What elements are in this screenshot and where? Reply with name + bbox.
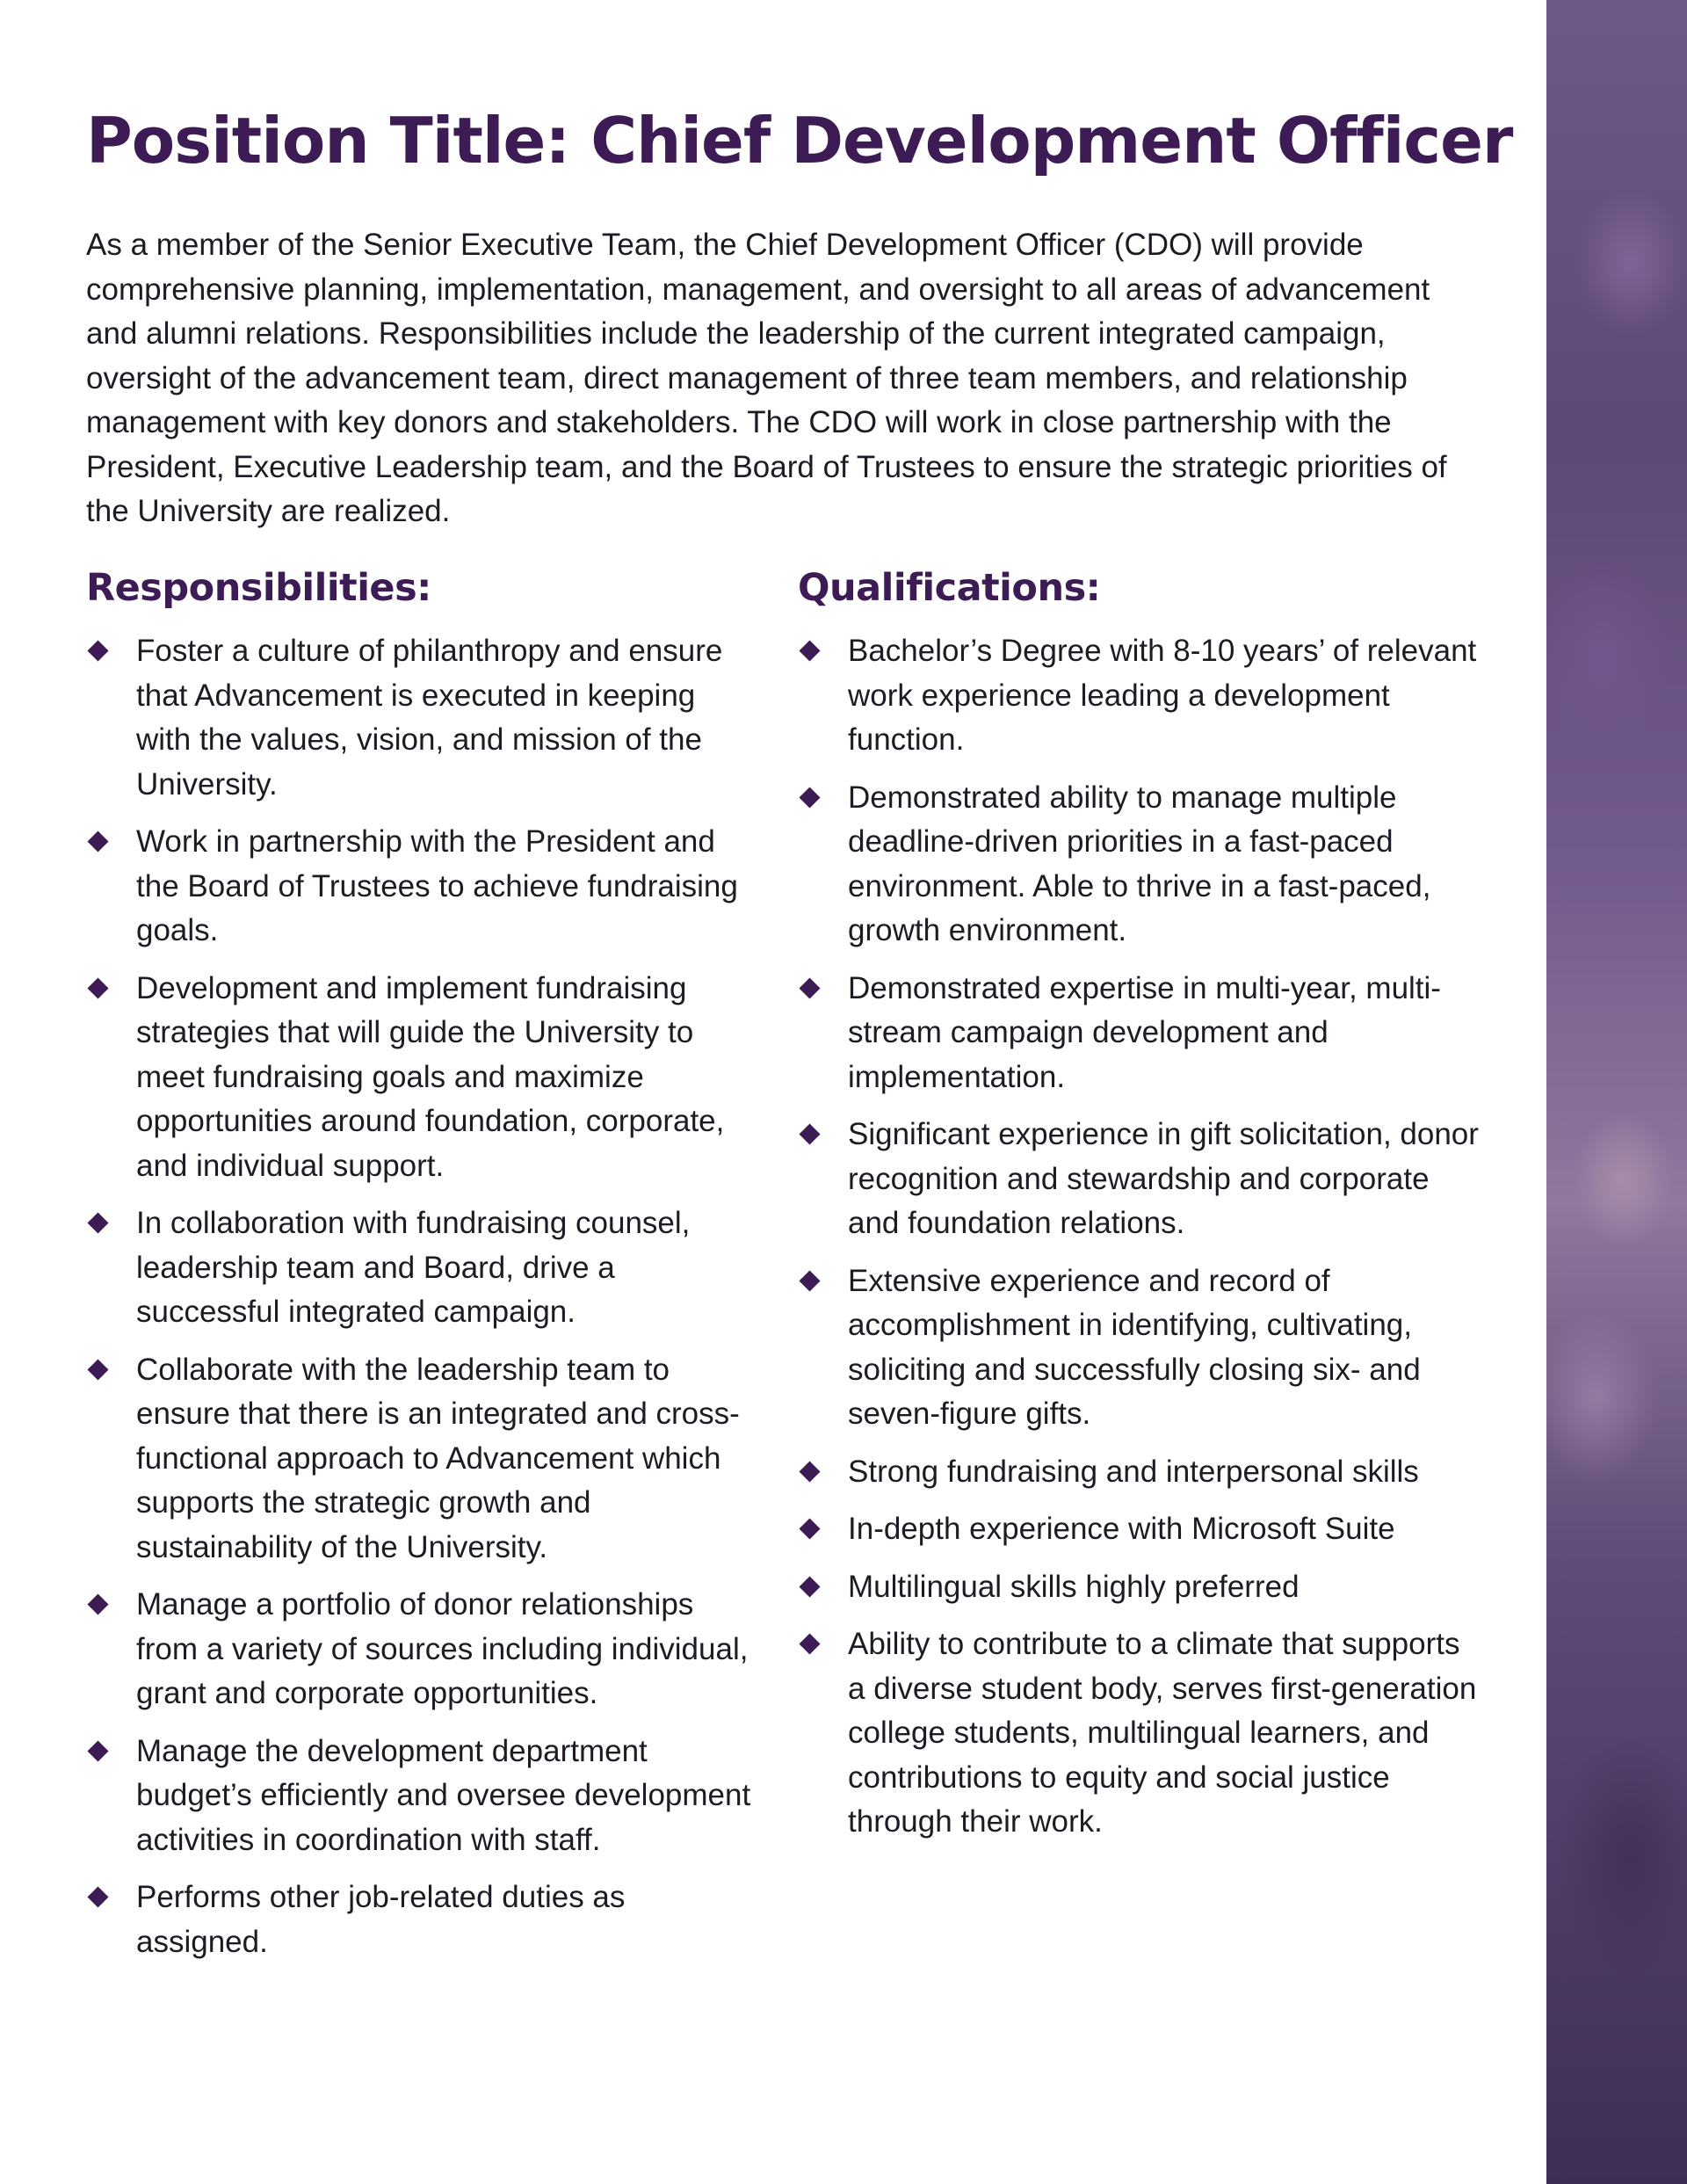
list-item	[86, 1730, 754, 1863]
diamond-bullet-icon	[799, 1270, 820, 1291]
list-item-text: Ability to contribute to a climate that supports a diverse student body, serves first-generation college students, multilingual learners, and contributions to equity and social justice through their work.	[848, 1627, 1477, 1839]
diamond-bullet-icon	[799, 787, 820, 808]
list-item	[798, 1565, 1483, 1610]
list-item-text: Performs other job-related duties as assigned.	[136, 1880, 626, 1959]
list-item	[798, 776, 1483, 954]
side-photo	[1546, 0, 1687, 2184]
qualifications-section	[798, 566, 1483, 1858]
diamond-bullet-icon	[799, 977, 820, 998]
diamond-bullet-icon	[87, 1886, 108, 1907]
list-item-text: Significant experience in gift solicitation, donor recognition and stewardship and corporate and foundation relations.	[848, 1117, 1479, 1240]
diamond-bullet-icon	[799, 640, 820, 661]
list-item	[86, 629, 754, 807]
diamond-bullet-icon	[87, 1740, 108, 1761]
list-item-text: Demonstrated ability to manage multiple deadline-driven priorities in a fast-paced environment. Able to thrive in a fast-paced, growth environment.	[848, 780, 1431, 947]
list-item-text: Work in partnership with the President and the Board of Trustees to achieve fundraising goals.	[136, 824, 738, 947]
intro-paragraph: As a member of the Senior Executive Team, the Chief Development Officer (CDO) will provide comprehensive planning, implementation, management, and oversight to all areas of advancement and alumni relations. Responsibilities include the leadership of the current integrated campaign, oversight of the advancement team, direct management of three team members, and relationship management with key donors and stakeholders. The CDO will work in close partnership with the President, Executive Leadership team, and the Board of Trustees to ensure the strategic priorities of the University are realized.	[86, 228, 1447, 528]
list-item-text: Strong fundraising and interpersonal skills	[848, 1454, 1419, 1489]
list-item-text: Foster a culture of philanthropy and ensure that Advancement is executed in keeping with the values, vision, and mission of the University.	[136, 634, 723, 802]
diamond-bullet-icon	[87, 977, 108, 998]
diamond-bullet-icon	[799, 1518, 820, 1539]
list-item	[798, 1450, 1483, 1495]
list-item-text: Development and implement fundraising strategies that will guide the University to meet fundraising goals and maximize opportunities around foundation, corporate, and individual support.	[136, 970, 725, 1183]
list-item-text: Bachelor’s Degree with 8-10 years’ of relevant work experience leading a development function.	[848, 634, 1477, 757]
diamond-bullet-icon	[799, 1576, 820, 1597]
list-item	[798, 1622, 1483, 1845]
list-item-text: Manage a portfolio of donor relationships from a variety of sources including individual, grant and corporate opportunities.	[136, 1587, 749, 1710]
list-item-text: Multilingual skills highly preferred	[848, 1569, 1300, 1604]
responsibilities-section	[86, 566, 754, 1977]
list-item	[86, 1876, 754, 1964]
list-item-text: Manage the development department budget’s efficiently and oversee development activities in coordination with staff.	[136, 1733, 751, 1857]
qualifications-list	[798, 629, 1483, 1845]
page-title: Position Title: Chief Development Officer	[86, 104, 1513, 178]
list-item-text: In collaboration with fundraising counsel, leadership team and Board, drive a successful integrated campaign.	[136, 1206, 691, 1329]
responsibilities-list	[86, 629, 754, 1964]
list-item	[798, 967, 1483, 1100]
list-item	[86, 1201, 754, 1335]
list-item	[86, 967, 754, 1189]
list-item-text: Demonstrated expertise in multi-year, multi-stream campaign development and implementation.	[848, 970, 1441, 1094]
list-item	[86, 1583, 754, 1716]
qualifications-heading: Qualifications:	[798, 566, 1101, 610]
list-item	[86, 820, 754, 954]
diamond-bullet-icon	[799, 1633, 820, 1654]
list-item	[798, 1113, 1483, 1246]
list-item-text: Collaborate with the leadership team to ensure that there is an integrated and cross-functional approach to Advancement which supports the strategic growth and sustainability of the University.	[136, 1352, 740, 1564]
list-item	[798, 1259, 1483, 1437]
diamond-bullet-icon	[799, 1461, 820, 1482]
diamond-bullet-icon	[87, 1212, 108, 1233]
diamond-bullet-icon	[87, 1593, 108, 1614]
diamond-bullet-icon	[799, 1123, 820, 1144]
diamond-bullet-icon	[87, 831, 108, 852]
diamond-bullet-icon	[87, 640, 108, 661]
list-item	[798, 629, 1483, 763]
responsibilities-heading: Responsibilities:	[86, 566, 431, 610]
list-item-text: In-depth experience with Microsoft Suite	[848, 1512, 1395, 1546]
list-item	[86, 1348, 754, 1571]
list-item	[798, 1507, 1483, 1552]
list-item-text: Extensive experience and record of accomplishment in identifying, cultivating, soliciting and successfully closing six- and seven-figure gifts.	[848, 1263, 1421, 1431]
diamond-bullet-icon	[87, 1359, 108, 1380]
